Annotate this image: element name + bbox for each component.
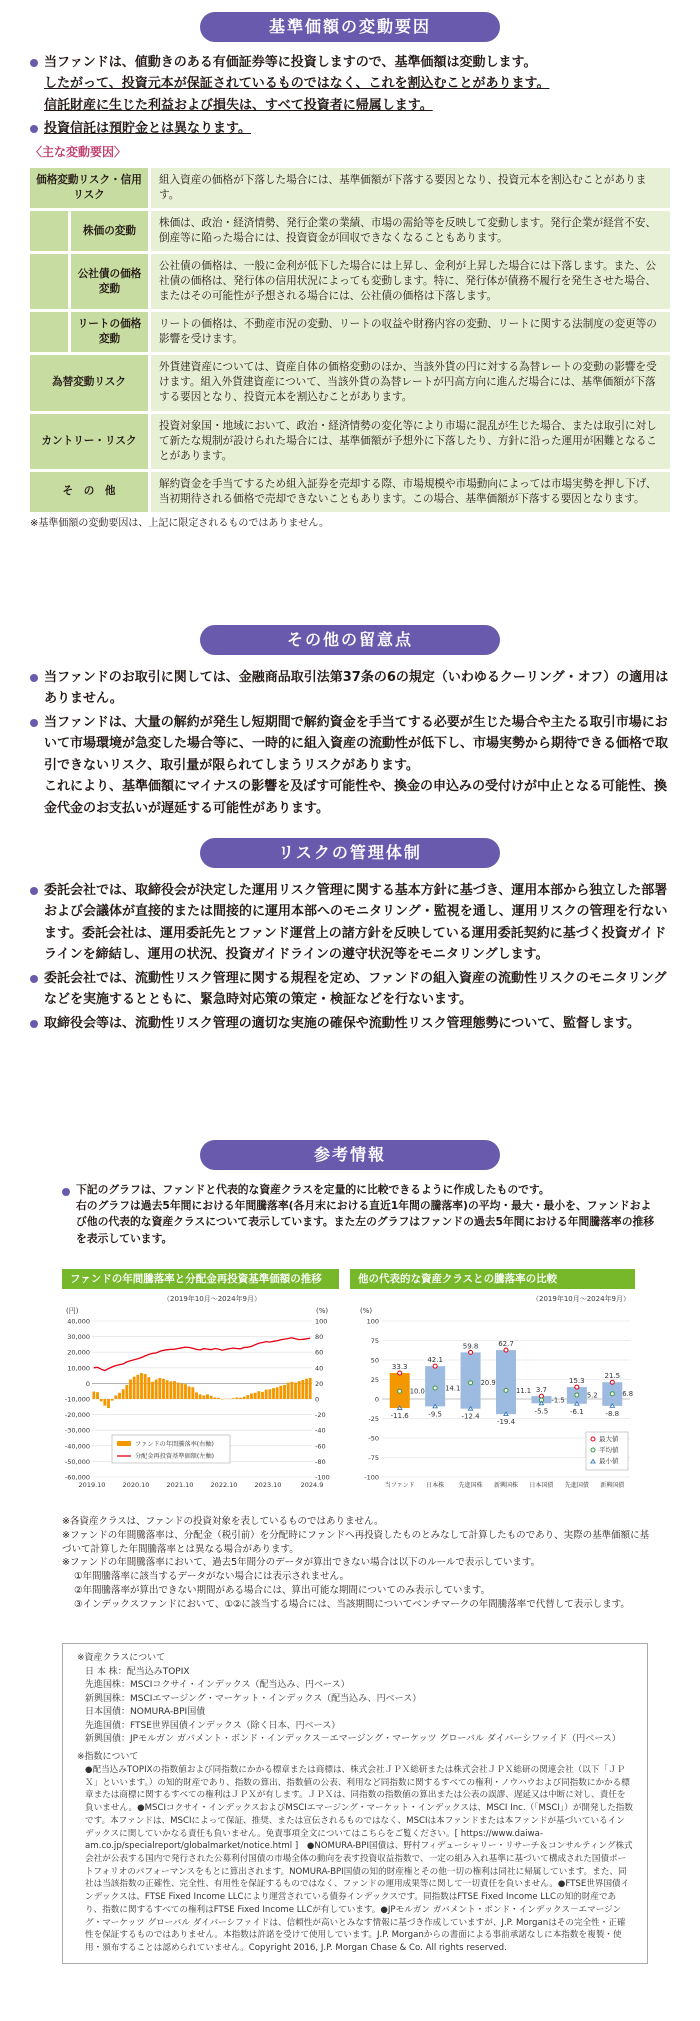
y-tick-label: 100 (366, 1317, 379, 1326)
max-marker (504, 1348, 508, 1352)
return-bar (136, 1375, 139, 1399)
min-label: -19.4 (496, 1418, 516, 1427)
section-title-other-notes: その他の留意点 (200, 625, 500, 655)
right-tick-label: -100 (315, 1473, 330, 1482)
risk-desc: 解約資金を手当てするため組入証券を売却する際、市場規模や市場動向によっては市場実勢を押し下げ、当初期待される価格で売却できないこともあります。この場合、基準価額が下落する要因となります。 (148, 472, 670, 512)
max-label: 33.3 (391, 1363, 408, 1372)
return-bar (140, 1373, 143, 1399)
return-bar (202, 1395, 205, 1399)
legend-label-nav: 分配金再投資基準価額(左軸) (135, 1453, 215, 1460)
chart-notes (62, 1515, 652, 1611)
bullet-cooling-off: 当ファンドのお取引に関しては、金融商品取引法第37条の6の規定（いわゆるクーリング・オフ）の適用はありません。 (30, 667, 670, 710)
min-label: -9.5 (428, 1410, 442, 1419)
category-label: 新興国債 (600, 1482, 625, 1489)
max-marker (575, 1385, 579, 1389)
left-tick-label: 40,000 (67, 1317, 90, 1326)
x-tick-label: 2020.10 (122, 1481, 150, 1489)
asset-class-heading: ※資産クラスについて (77, 1653, 166, 1663)
y-tick-label: -100 (364, 1473, 379, 1482)
risk-factors-table (30, 165, 670, 515)
return-bar (129, 1380, 132, 1400)
return-bar (298, 1381, 301, 1399)
return-bar (184, 1384, 187, 1399)
asset-class-item: 先進国株：MSCIコクサイ・インデックス（配当込み、円ベース） (85, 1680, 350, 1690)
return-bar (96, 1392, 99, 1399)
category-label: 先進国債 (564, 1482, 589, 1489)
return-bar (261, 1392, 264, 1399)
right-tick-label: -40 (315, 1426, 326, 1435)
return-bar (305, 1379, 308, 1399)
left-tick-label: -20,000 (64, 1411, 90, 1420)
max-marker (610, 1380, 614, 1384)
y-tick-label: 50 (370, 1356, 379, 1365)
note-line: ③インデックスファンドにおいて、①②に該当する場合には、当該期間についてベンチマークの年間騰落率で代替して表示します。 (74, 1598, 630, 1610)
return-bar (301, 1380, 304, 1399)
reference-intro: 下記のグラフは、ファンドと代表的な資産クラスを定量的に比較できるように作成したものです。 右のグラフは過去5年間における年間騰落率(各月末における直近1年間の騰落率)の平均・最大・最小を、ファンドおよび他の代表的な資産クラスについて表示しています。また左のグラフはファンドの過去5年間における年間騰落率の推移を表示しています。 (62, 1182, 660, 1247)
asset-class-item: 日 本 株：配当込みTOPIX (85, 1666, 190, 1677)
avg-label: 14.1 (445, 1384, 461, 1393)
asset-chart-title: 他の代表的な資産クラスとの騰落率の比較 (350, 1269, 635, 1289)
max-label: 59.8 (462, 1342, 479, 1351)
return-bar (213, 1397, 216, 1399)
min-label: -8.8 (605, 1409, 620, 1418)
return-bar (195, 1392, 198, 1399)
category-label: 日本株 (426, 1482, 445, 1489)
chart1-period: （2019年10月～2024年9月） (163, 1295, 261, 1303)
category-label: 当ファンド (384, 1482, 415, 1489)
bullet-liquidity: 当ファンドは、大量の解約が発生し短期間で解約資金を手当てする必要が生じた場合や主たる取引市場において市場環境が急変した場合等に、一時的に組入資産の流動性が低下し、市場実勢から期待できる価格で取引できないリスク、取引量が限られてしまうリスクがあります。 これにより、基準価額にマイナスの影響を及ぼす可能性や、換金の申込みの受付けが中止となる可能性、換金代金のお支払いが遅延する可能性があります。 (30, 712, 670, 819)
return-bar (122, 1389, 125, 1399)
asset-class-item: 新興国債：JPモルガン ガバメント・ボンド・インデックス－エマージング・マーケッツ グローバル ダイバーシファイド（円ベース） (85, 1734, 621, 1744)
note-line: ②年間騰落率が算出できない期間がある場合には、算出可能な期間についてのみ表示しています。 (74, 1584, 491, 1596)
return-bar (268, 1389, 271, 1399)
avg-marker (575, 1393, 579, 1397)
category-label: 先進国株 (458, 1482, 483, 1489)
return-bar (235, 1397, 238, 1399)
return-bar (162, 1379, 165, 1399)
avg-marker (504, 1388, 508, 1392)
max-marker (539, 1394, 543, 1398)
index-heading: ※指数について (77, 1751, 139, 1762)
asset-chart-svg (350, 1289, 635, 1509)
return-bar (92, 1392, 95, 1399)
section-title-reference: 参考情報 (200, 1140, 500, 1170)
return-bar (265, 1390, 268, 1399)
avg-marker (433, 1386, 437, 1390)
section-title-nav-factors: 基準価額の変動要因 (200, 12, 500, 42)
return-bar (287, 1383, 290, 1399)
return-bar (188, 1387, 191, 1399)
return-bar (169, 1381, 172, 1399)
return-bar (118, 1393, 121, 1399)
return-bar (276, 1387, 279, 1399)
x-tick-label: 2019.10 (78, 1481, 106, 1489)
return-bar (173, 1381, 176, 1399)
return-bar (210, 1396, 213, 1399)
note-line: ①年間騰落率に該当するデータがない場合には表示されません。 (74, 1571, 350, 1583)
bullet-risk-policy: 委託会社では、取締役会が決定した運用リスク管理に関する基本方針に基づき、運用本部から独立した部署および会議体が直接的または間接的に運用本部へのモニタリング・監視を通し、運用リスクの管理を行ないます。委託会社は、運用委託先とファンド運営上の諸方針を反映している運用委託契約に基づく投資ガイドラインを締結し、運用の状況、投資ガイドラインの遵守状況等をモニタリングします。 (30, 880, 670, 966)
risk-label: リートの価格変動 (68, 312, 148, 352)
right-tick-label: 60 (315, 1348, 324, 1357)
min-label: -6.1 (570, 1407, 584, 1416)
y-tick-label: 0 (374, 1395, 379, 1404)
return-bar (111, 1399, 114, 1401)
right-tick-label: -20 (315, 1411, 326, 1420)
left-tick-label: -60,000 (64, 1473, 90, 1482)
y-tick-label: 75 (370, 1337, 379, 1345)
right-tick-label: 80 (315, 1333, 324, 1342)
return-bar (272, 1388, 275, 1399)
return-bar (166, 1380, 169, 1399)
right-tick-label: -60 (315, 1442, 326, 1451)
return-bar (125, 1385, 128, 1399)
max-marker (469, 1350, 473, 1354)
legend-label: 最大値 (599, 1435, 619, 1443)
fund-chart-title: ファンドの年間騰落率と分配金再投資基準価額の推移 (62, 1269, 339, 1289)
return-bar (103, 1399, 106, 1406)
category-label: 日本国債 (529, 1482, 554, 1489)
risk-label: 価格変動リスク・信用リスク (30, 168, 148, 208)
right-tick-label: 100 (315, 1317, 328, 1326)
max-label: 62.7 (498, 1340, 514, 1349)
bullet-liquidity-rules: 委託会社では、流動性リスク管理に関する規程を定め、ファンドの組入資産の流動性リスクのモニタリングなどを実施するとともに、緊急時対応策の策定・検証などを行ないます。 (30, 968, 670, 1011)
asset-class-item: 先進国債：FTSE世界国債インデックス（除く日本、円ベース） (85, 1720, 341, 1731)
risk-label: 為替変動リスク (30, 355, 148, 410)
risk-label: 株価の変動 (68, 211, 148, 251)
return-bar (246, 1395, 249, 1399)
note-line: ※各資産クラスは、ファンドの投資対象を表しているものではありません。 (62, 1516, 384, 1527)
risk-label: 公社債の価格変動 (68, 254, 148, 309)
max-label: 15.3 (569, 1377, 585, 1386)
return-bar (177, 1383, 180, 1399)
min-label: -12.4 (461, 1412, 480, 1421)
x-tick-label: 2021.10 (166, 1481, 194, 1489)
left-tick-label: 10,000 (67, 1364, 90, 1373)
return-bar (294, 1383, 297, 1399)
y-tick-label: -25 (368, 1415, 379, 1423)
left-tick-label: -50,000 (64, 1457, 90, 1466)
legend-label: 平均値 (599, 1446, 619, 1454)
fund-chart (62, 1269, 339, 1509)
note-line: ※ファンドの年間騰落率において、過去5年間分のデータが算出できない場合は以下のルールで表示しています。 (62, 1557, 541, 1569)
risk-label: カントリー・リスク (30, 414, 148, 469)
asset-compare-chart (350, 1269, 635, 1509)
bullet-not-deposit: 投資信託は預貯金とは異なります。 (30, 118, 670, 139)
main-factors-heading: 〈主な変動要因〉 (30, 144, 127, 159)
return-bar (206, 1394, 209, 1399)
risk-desc: 外貨建資産については、資産自体の価格変動のほか、当該外貨の円に対する為替レートの変動の影響を受けます。組入外貨建資産について、当該外貨の為替レートが円高方向に進んだ場合には、基準価額が下落する要因となり、投資元本を割込むことがあります。 (148, 355, 670, 410)
right-axis-unit: (%) (316, 1307, 329, 1315)
right-tick-label: 0 (315, 1395, 320, 1404)
return-bar (100, 1399, 103, 1401)
return-bar (279, 1386, 282, 1399)
avg-marker (469, 1381, 473, 1385)
fund-chart-svg (62, 1289, 339, 1509)
max-marker (398, 1371, 402, 1375)
avg-label: -1.5 (551, 1396, 565, 1405)
return-bar (217, 1398, 220, 1399)
section-title-risk-management: リスクの管理体制 (200, 838, 500, 868)
right-tick-label: -80 (315, 1457, 326, 1466)
return-bar (290, 1382, 293, 1399)
nav-line (94, 1338, 310, 1371)
right-tick-label: 20 (315, 1379, 324, 1388)
max-marker (433, 1364, 437, 1368)
legend-avg-marker (591, 1448, 595, 1452)
return-bar (254, 1393, 257, 1399)
risk-desc: 公社債の価格は、一般に金利が低下した場合には上昇し、金利が上昇した場合には下落します。また、公社債の価格は、発行体の信用状況によっても変動します。特に、発行体が債務不履行を発生させた場合、またはその可能性が予想される場合には、公社債の価格は下落します。 (148, 254, 670, 309)
return-bar (232, 1398, 235, 1399)
bullet-volatility: 当ファンドは、値動きのある有価証券等に投資しますので、基準価額は変動します。 したがって、投資元本が保証されているものではなく、これを割込むことがあります。 信託財産に生じた利益および損失は、すべて投資者に帰属します。 (30, 52, 670, 116)
return-bar (158, 1378, 161, 1399)
left-tick-label: 0 (85, 1379, 90, 1388)
return-bar (114, 1395, 117, 1399)
return-bar (180, 1383, 183, 1399)
left-tick-label: 30,000 (67, 1333, 90, 1342)
index-disclaimer: ●配当込みTOPIXの指数値および同指数にかかる標章または商標は、株式会社ＪＰＸ総研または株式会社ＪＰＸ総研の関連会社（以下「ＪＰＸ」といいます。）の知的財産であり、指数の算出、指数値の公表、利用など同指数に関するすべての権利・ノウハウおよび同指数にかかる標章または商標に関するすべての権利はＪＰＸが有します。ＪＰＸは、同指数の指数値の算出または公表の誤謬、遅延又は中断に対し、責任を負いません。●MSCIコクサイ・インデックスおよびMSCIエマージング・マーケット・インデックスは、MSCI Inc.（「MSCI」）が開発した指数です。本ファンドは、MSCIによって保証、推奨、または宣伝されるものではなく、MSCIは本ファンドまたは本ファンドが基づいているインデックスに関していかなる責任も負いません。免責事項全文についてはこちらをご覧ください。[ https://www.daiwa-am.co.jp/specialreport/globalmarket/notice.html ] ●NOMURA-BPI国債は、野村フィデューシャリー・リサーチ＆コンサルティング株式会社が公表する国内で発行された公募利付国債の市場全体の動向を表す投資収益指数で、一定の組み入れ基準に基づいて構成された国債ポートフォリオのパフォーマンスをもとに算出されます。NOMURA-BPI国債の知的財産権とその他一切の権利は同社に帰属しています。また、同社は当該指数の正確性、完全性、有用性を保証するものではなく、ファンドの運用成果等に関して一切責任を負いません。●FTSE世界国債インデックスは、FTSE Fixed Income LLCにより運営されている債券インデックスです。同指数はFTSE Fixed Income LLCの知的財産であり、指数に関するすべての権利はFTSE Fixed Income LLCが有しています。●JPモルガン ガバメント・ボンド・インデックス－エマージング・マーケッツ グローバル ダイバーシファイドは、信頼性が高いとみなす情報に基づき作成していますが、J.P. Morganはその完全性・正確性を保証するものではありません。本指数は許諾を受けて使用しています。J.P. Morganからの書面による事前承諾なしに本指数を複製・使用・頒布することは認められていません。Copyright 2016, J.P. Morgan Chase & Co. All rights reserved. (85, 1765, 633, 1954)
legend-label: 最小値 (599, 1457, 619, 1465)
x-tick-label: 2023.10 (254, 1481, 282, 1489)
chart2-period: （2019年10月～2024年9月） (532, 1295, 630, 1303)
asset-class-item: 日本国債：NOMURA-BPI国債 (85, 1707, 206, 1717)
factors-note: ※基準価額の変動要因は、上記に限定されるものではありません。 (30, 517, 329, 529)
avg-marker (610, 1392, 614, 1396)
return-bar (243, 1397, 246, 1399)
return-bar (155, 1380, 158, 1400)
x-tick-label: 2022.10 (210, 1481, 238, 1489)
return-bar (309, 1378, 312, 1399)
range-bar (496, 1350, 516, 1414)
risk-desc: 組入資産の価格が下落した場合には、基準価額が下落する要因となり、投資元本を割込むことがあります。 (148, 168, 670, 208)
return-bar (144, 1374, 147, 1399)
y-tick-label: -75 (368, 1454, 379, 1462)
return-bar (239, 1398, 242, 1399)
return-bar (199, 1394, 202, 1399)
risk-desc: 投資対象国・地域において、政治・経済情勢の変化等により市場に混乱が生じた場合、または取引に対して新たな規制が設けられた場合には、基準価額が予想外に下落したり、方針に沿った運用が困難となることがあります。 (148, 414, 670, 469)
legend-swatch-return (117, 1441, 131, 1446)
return-bar (107, 1399, 110, 1408)
avg-label: 20.9 (480, 1379, 496, 1388)
avg-marker (398, 1389, 402, 1393)
min-label: -5.5 (534, 1407, 549, 1416)
risk-desc: リートの価格は、不動産市況の変動、リートの収益や財務内容の変動、リートに関する法制度の変更等の影響を受けます。 (148, 312, 670, 352)
left-tick-label: -40,000 (64, 1442, 90, 1451)
max-label: 42.1 (427, 1356, 443, 1365)
left-axis-unit: (円) (66, 1307, 79, 1315)
index-reference-box (62, 1643, 648, 1964)
return-bar (257, 1391, 260, 1399)
left-tick-label: -10,000 (64, 1395, 90, 1404)
left-tick-label: 20,000 (67, 1348, 90, 1357)
x-tick-label: 2024.9 (300, 1481, 324, 1489)
return-bar (283, 1385, 286, 1399)
legend-max-marker (591, 1437, 595, 1441)
left-tick-label: -30,000 (64, 1426, 90, 1435)
return-bar (133, 1377, 136, 1399)
avg-label: 11.1 (516, 1386, 532, 1395)
risk-label: そ の 他 (30, 472, 148, 512)
axis-unit: (%) (360, 1307, 373, 1315)
avg-label: 10.0 (409, 1387, 425, 1396)
avg-label: 5.2 (586, 1391, 598, 1400)
avg-label: 6.8 (622, 1390, 634, 1399)
max-label: 3.7 (535, 1386, 547, 1395)
note-line: ※ファンドの年間騰落率は、分配金（税引前）を分配時にファンドへ再投資したものとみなして計算したものであり、実際の基準価額に基づいて計算した年間騰落率とは異なる場合があります。 (62, 1529, 650, 1555)
y-tick-label: 25 (370, 1376, 379, 1384)
risk-desc: 株価は、政治・経済情勢、発行企業の業績、市場の需給等を反映して変動します。発行企業が経営不安、倒産等に陥った場合には、投資資金が回収できなくなることもあります。 (148, 211, 670, 251)
return-bar (191, 1387, 194, 1399)
min-label: -11.6 (390, 1412, 409, 1421)
right-tick-label: 40 (315, 1364, 324, 1373)
bullet-board-oversight: 取締役会等は、流動性リスク管理の適切な実施の確保や流動性リスク管理態勢について、監督します。 (30, 1013, 670, 1034)
return-bar (151, 1382, 154, 1399)
return-bar (147, 1377, 150, 1399)
max-label: 21.5 (604, 1372, 621, 1381)
legend-label-return: ファンドの年間騰落率(右軸) (135, 1441, 214, 1448)
category-label: 新興国株 (493, 1482, 519, 1489)
y-tick-label: -50 (368, 1434, 379, 1443)
asset-class-item: 新興国株：MSCIエマージング・マーケット・インデックス（配当込み、円ベース） (85, 1693, 422, 1704)
return-bar (250, 1394, 253, 1399)
